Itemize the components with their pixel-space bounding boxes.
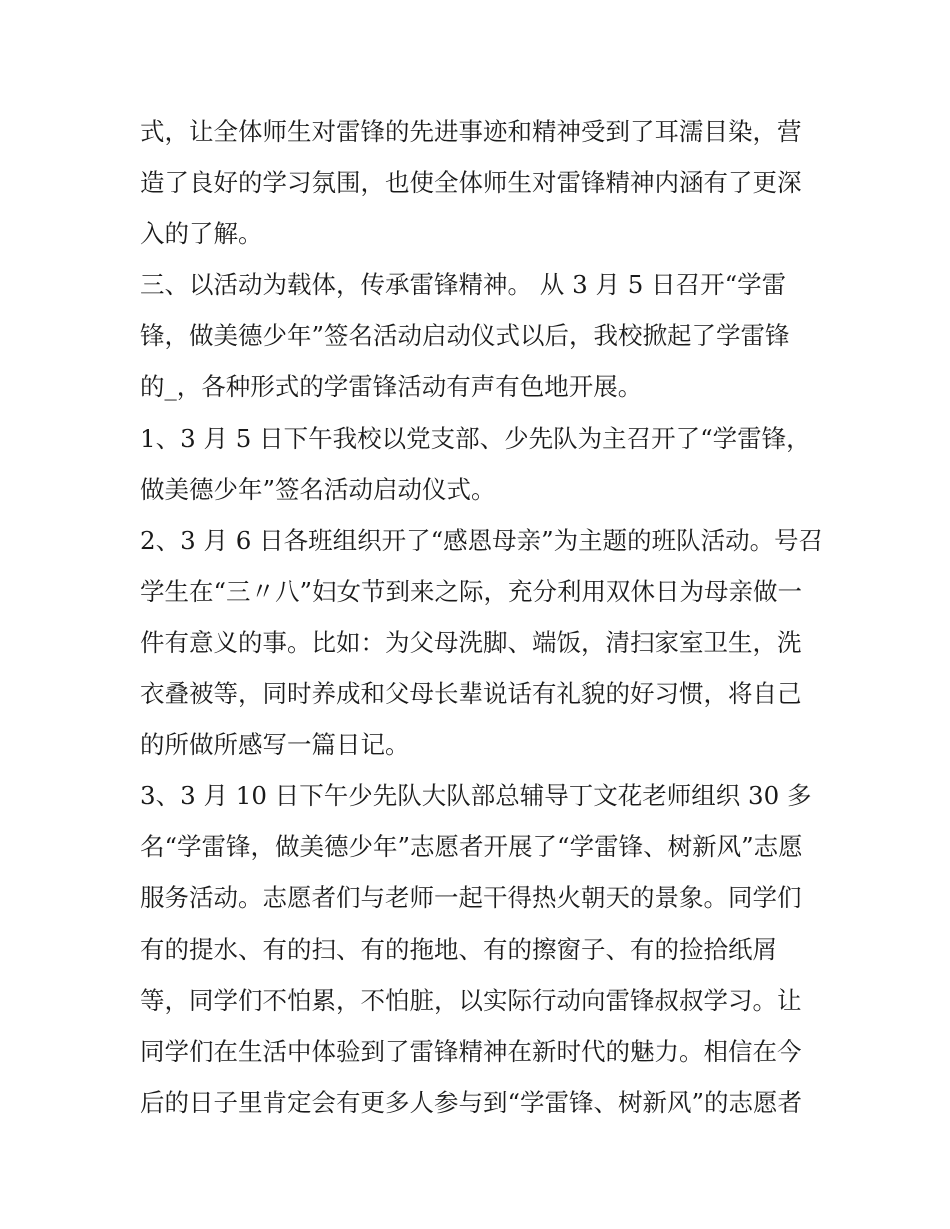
text-line: 2、3 月 6 日各班组织开了“感恩母亲”为主题的班队活动。号召 xyxy=(140,525,824,555)
document-body xyxy=(140,106,824,1128)
text-line: 造了良好的学习氛围，也使全体师生对雷锋精神内涵有了更深 xyxy=(140,168,802,198)
text-line: 衣叠被等，同时养成和父母长辈说话有礼貌的好习惯，将自己 xyxy=(140,679,802,709)
text-line: 1、3 月 5 日下午我校以党支部、少先队为主召开了“学雷锋， xyxy=(140,423,811,453)
text-line: 入的了解。 xyxy=(140,219,263,249)
text-line: 做美德少年”签名活动启动仪式。 xyxy=(140,474,496,504)
text-line: 三、以活动为载体，传承雷锋精神。 从 3 月 5 日召开“学雷 xyxy=(140,270,787,300)
text-line: 有的提水、有的扫、有的拖地、有的擦窗子、有的捡拾纸屑 xyxy=(140,934,777,964)
text-line: 等，同学们不怕累，不怕脏，以实际行动向雷锋叔叔学习。让 xyxy=(140,985,802,1015)
text-line: 锋，做美德少年”签名活动启动仪式以后，我校掀起了学雷锋 xyxy=(140,321,790,351)
text-line: 的所做所感写一篇日记。 xyxy=(140,730,410,760)
text-line: 件有意义的事。比如：为父母洗脚、端饭，清扫家室卫生，洗 xyxy=(140,627,802,657)
text-line: 同学们在生活中体验到了雷锋精神在新时代的魅力。相信在今 xyxy=(140,1036,802,1066)
text-line: 后的日子里肯定会有更多人参与到“学雷锋、树新风”的志愿者 xyxy=(140,1087,803,1117)
text-line: 学生在“三〃八”妇女节到来之际，充分利用双休日为母亲做一 xyxy=(140,576,803,606)
text-line: 式，让全体师生对雷锋的先进事迹和精神受到了耳濡目染，营 xyxy=(140,117,802,146)
text-line: 服务活动。志愿者们与老师一起干得热火朝天的景象。同学们 xyxy=(140,883,802,913)
text-line: 的_，各种形式的学雷锋活动有声有色地开展。 xyxy=(140,372,643,402)
text-line: 3、3 月 10 日下午少先队大队部总辅导丁文花老师组织 30 多 xyxy=(140,781,812,811)
text-line: 名“学雷锋，做美德少年”志愿者开展了“学雷锋、树新风”志愿 xyxy=(140,832,803,862)
